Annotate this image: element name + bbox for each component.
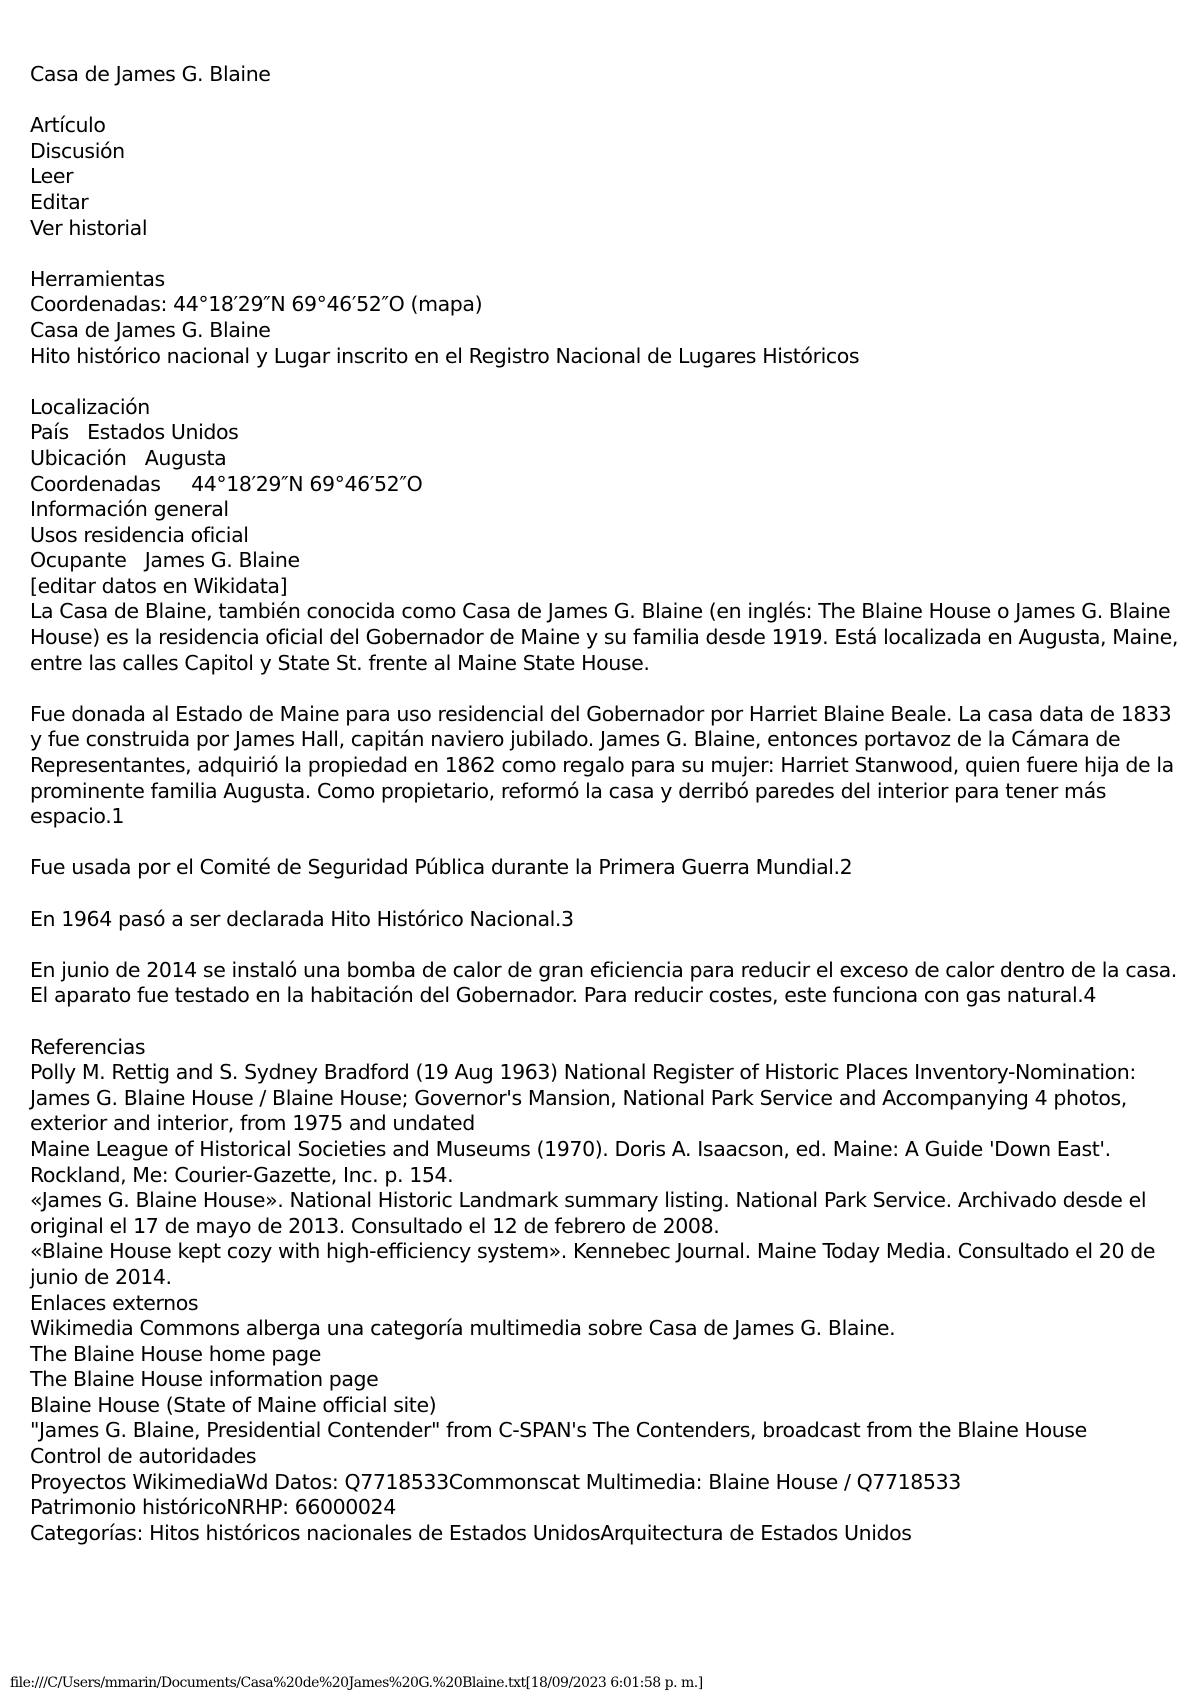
authority-line: Proyectos WikimediaWd Datos: Q7718533Commonscat Multimedia: Blaine House / Q7718533 bbox=[30, 1469, 961, 1494]
authority-heading: Control de autoridades bbox=[30, 1444, 257, 1469]
reference-item: «James G. Blaine House». National Historic Landmark summary listing. National Park Service. Archivado desde el original el 17 de mayo de 2013. Consultado el 12 de febrero de 2008. bbox=[30, 1188, 1147, 1238]
external-link: "James G. Blaine, Presidential Contender" from C-SPAN's The Contenders, broadcast from the Blaine House bbox=[30, 1418, 1087, 1443]
blank-line bbox=[30, 830, 1180, 856]
nav-articulo: Artículo bbox=[30, 113, 106, 138]
infobox-pais: País Estados Unidos bbox=[30, 420, 239, 445]
coordinates-line: Coordenadas: 44°18′29″N 69°46′52″O (mapa) bbox=[30, 292, 483, 317]
infobox-ubicacion: Ubicación Augusta bbox=[30, 445, 227, 470]
external-link: The Blaine House information page bbox=[30, 1367, 379, 1392]
authority-line: Patrimonio históricoNRHP: 66000024 bbox=[30, 1495, 396, 1520]
external-link: The Blaine House home page bbox=[30, 1341, 321, 1366]
blank-line bbox=[30, 88, 1180, 114]
blank-line bbox=[30, 241, 1180, 267]
paragraph: Fue donada al Estado de Maine para uso residencial del Gobernador por Harriet Blaine Beale. La casa data de 1833 y fue construida por James Hall, capitán naviero jubilado. James G. Blaine, entonces portavoz de la Cámara de Representantes, adquirió la propiedad en 1862 como regalo para su mujer: Harriet Stanwood, quien fuere hija de la prominente familia Augusta. Como propietario, reformó la casa y derribó paredes del interior para tener más espacio.1 bbox=[30, 701, 1174, 829]
nav-leer: Leer bbox=[30, 164, 74, 189]
paragraph: En junio de 2014 se instaló una bomba de calor de gran eficiencia para reducir el exceso de calor dentro de la casa. El aparato fue testado en la habitación del Gobernador. Para reducir costes, este funciona con gas natural.4 bbox=[30, 957, 1177, 1008]
infobox-info-general: Información general bbox=[30, 497, 229, 522]
paragraph: En 1964 pasó a ser declarada Hito Histórico Nacional.3 bbox=[30, 906, 574, 931]
page-title: Casa de James G. Blaine bbox=[30, 62, 271, 86]
infobox-localizacion: Localización bbox=[30, 394, 150, 419]
infobox-designation: Hito histórico nacional y Lugar inscrito en el Registro Nacional de Lugares Históricos bbox=[30, 343, 860, 368]
blank-line bbox=[30, 881, 1180, 907]
blank-line bbox=[30, 1009, 1180, 1035]
nav-ver-historial: Ver historial bbox=[30, 215, 148, 240]
infobox-ocupante: Ocupante James G. Blaine bbox=[30, 548, 300, 573]
file-path-footer: file:///C/Users/mmarin/Documents/Casa%20de%20James%20G.%20Blaine.txt[18/09/2023 6:01:58 p. m.] bbox=[10, 1675, 703, 1691]
infobox-name: Casa de James G. Blaine bbox=[30, 317, 271, 342]
external-links-heading: Enlaces externos bbox=[30, 1290, 199, 1315]
reference-item: Maine League of Historical Societies and Museums (1970). Doris A. Isaacson, ed. Maine: A Guide 'Down East'. Rockland, Me: Courier-Gazette, Inc. p. 154. bbox=[30, 1136, 1111, 1187]
paragraph: La Casa de Blaine, también conocida como Casa de James G. Blaine (en inglés: The Blaine House o James G. Blaine House) es la residencia oficial del Gobernador de Maine y su familia desde 1919. Está localizada en Augusta, Maine, entre las calles Capitol y State St. frente al Maine State House. bbox=[30, 599, 1178, 675]
reference-item: «Blaine House kept cozy with high-efficiency system». Kennebec Journal. Maine Today Media. Consultado el 20 de junio de 2014. bbox=[30, 1239, 1156, 1289]
references-heading: Referencias bbox=[30, 1034, 146, 1059]
external-link: Blaine House (State of Maine official site) bbox=[30, 1392, 437, 1417]
infobox-usos: Usos residencia oficial bbox=[30, 522, 249, 547]
blank-line bbox=[30, 932, 1180, 958]
external-link: Wikimedia Commons alberga una categoría multimedia sobre Casa de James G. Blaine. bbox=[30, 1316, 896, 1341]
tools-label: Herramientas bbox=[30, 266, 165, 291]
document-body bbox=[30, 62, 1180, 1546]
blank-line bbox=[30, 676, 1180, 702]
nav-discusion: Discusión bbox=[30, 138, 125, 163]
paragraph: Fue usada por el Comité de Seguridad Pública durante la Primera Guerra Mundial.2 bbox=[30, 855, 853, 880]
categories-line: Categorías: Hitos históricos nacionales de Estados UnidosArquitectura de Estados Unidos bbox=[30, 1520, 912, 1545]
reference-item: Polly M. Rettig and S. Sydney Bradford (19 Aug 1963) National Register of Historic Places Inventory-Nomination: James G. Blaine House / Blaine House; Governor's Mansion, National Park Service and Accompanying 4 photos, exterior and interior, from 1975 and undated bbox=[30, 1060, 1136, 1136]
infobox-wikidata: [editar datos en Wikidata] bbox=[30, 573, 288, 598]
blank-line bbox=[30, 369, 1180, 395]
infobox-coordenadas: Coordenadas 44°18′29″N 69°46′52″O bbox=[30, 471, 423, 496]
nav-editar: Editar bbox=[30, 189, 89, 214]
